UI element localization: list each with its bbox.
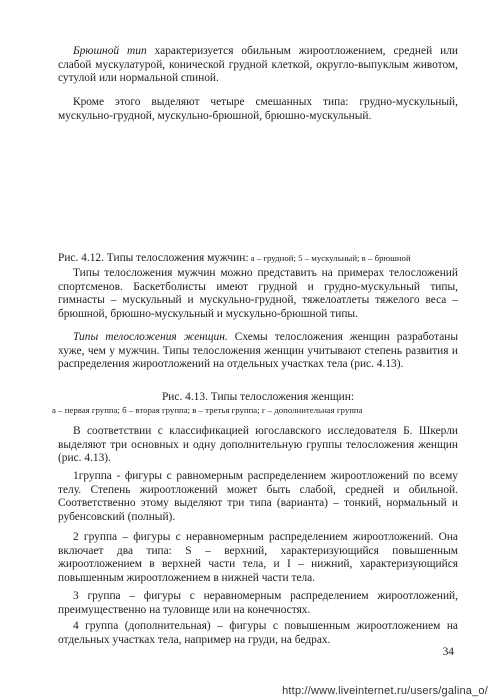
caption-legend: а – первая группа; б – вторая группа; в – третья группа; г – дополнительная группа [52,404,363,415]
term-female-types: Типы телосложения женщин. [73,331,228,343]
figure-caption-4-13 [52,391,458,416]
paragraph-text: Типы телосложения мужчин можно представить на примерах телосложений спортсменов. Баскетболисты имеют грудной и грудно-мускульный типы, гимнасты – мускульный и мускульно-грудной, тяжелоатлеты тяжелого веса – брюшной, брюшно-мускульный и мускульно-брюшной типы. [58,267,458,320]
paragraph-text: В соответствии с классификацией югославского исследователя Б. Шкерли выделяют три основных и одну дополнительную группы телосложения женщин (рис. 4.13). [58,425,458,465]
paragraph-classification [58,425,458,466]
caption-main: Рис. 4.12. Типы телосложения мужчин: [58,252,249,264]
paragraph-male-types [58,267,458,321]
paragraph-text: Схемы телосложения женщин разработаны хуже, чем у мужчин. Типы телосложения женщин учитывают степень развития и распределения жироотложений на отдельных участках тела (рис. 4.13). [58,331,459,371]
paragraph-text: 4 группа (дополнительная) – фигуры с повышенным жироотложением на отдельных участках тела, например на груди, на бедрах. [58,620,458,646]
paragraph-group-2 [58,531,458,585]
caption-legend: а – грудной; 5 – мускульный; в – брюшной [248,253,411,263]
figure-caption-4-12 [58,252,458,266]
term-abdominal-type: Брюшной тип [73,45,147,57]
paragraph-abdominal-type [58,45,458,86]
paragraph-group-3 [58,590,458,617]
paragraph-group-1 [58,470,458,524]
page-number: 34 [442,646,454,658]
paragraph-mixed-types [58,96,458,123]
caption-title: Рис. 4.13. Типы телосложения женщин: [161,391,355,403]
paragraph-group-4 [58,620,458,647]
paragraph-text: характеризуется обильным жироотложением, средней или слабой мускулатурой, конической грудной клеткой, округло-выпуклым животом, сутулой или нормальной спиной. [58,45,458,85]
paragraph-female-types [58,331,458,372]
paragraph-text: 2 группа – фигуры с неравномерным распределением жироотложений. Она включает два типа: S – верхний, характеризующийся повышенным жироотложением в верхней части тела, и I – нижний, характеризующийся повышенным жироотложением в нижней части тела. [58,531,458,584]
paragraph-text: Кроме этого выделяют четыре смешанных типа: грудно-мускульный, мускульно-грудной, мускульно-брюшной, брюшно-мускульный. [58,96,458,122]
paragraph-text: 3 группа – фигуры с неравномерным распределением жироотложений, преимущественно на туловище или на конечностях. [58,590,458,616]
paragraph-text: 1группа - фигуры с равномерным распределением жироотложений по всему телу. Степень жироотложений может быть слабой, средней и обильной. Соответственно этому выделяют три типа (варианта) – тонкий, нормальный и рубенсовский (полный). [58,470,458,523]
watermark-url: http://www.liveinternet.ru/users/galina_o/ [282,685,488,697]
